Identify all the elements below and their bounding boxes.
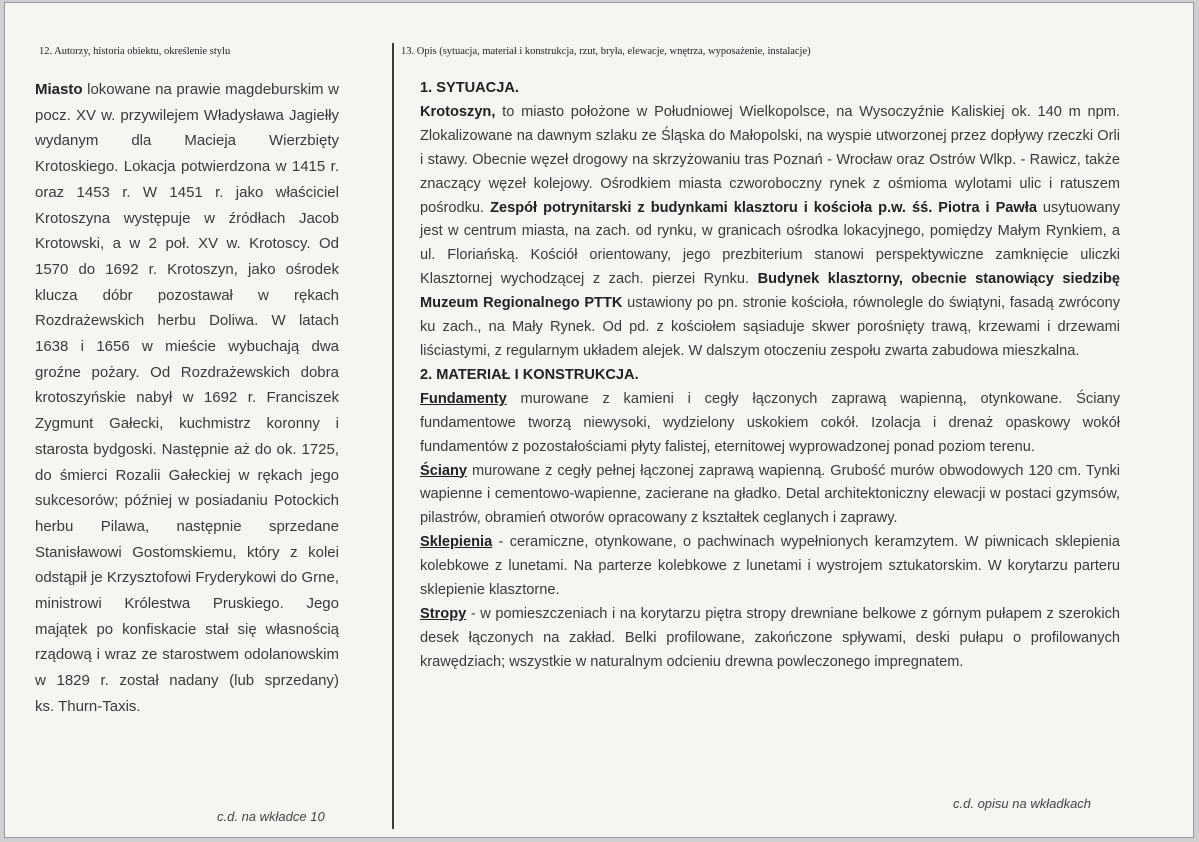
section-title-material: 2. MATERIAŁ I KONSTRUKCJA. bbox=[420, 366, 639, 383]
form-sheet bbox=[4, 2, 1194, 838]
column-divider bbox=[392, 43, 394, 829]
section-material bbox=[420, 364, 1120, 388]
label-vaults: Sklepienia bbox=[420, 534, 493, 551]
description-text bbox=[420, 77, 1120, 675]
paragraph-foundations: Fundamenty murowane z kamieni i cegły łączonych zaprawą wapienną, otynkowane. Ściany fundamentowe tworzą niewysoki, wydzielony uskokiem cokół. Izolacja i drenaż opaskowy wokół fundamentów z pozostałościami płyty falistej, eternitowej wyprowadzonej ponad poziom terenu. bbox=[420, 390, 1120, 455]
paragraph-walls: Ściany murowane z cegły pełnej łączonej zaprawą wapienną. Grubość murów obwodowych 120 cm. Tynki wapienne i cementowo-wapienne, zacierane na gładko. Detal architektoniczny elewacji w postaci gzymsów, pilastrów, obramień otworów opracowany z kształtek ceglanych i zaprawy. bbox=[420, 462, 1120, 527]
right-continuation-note: c.d. opisu na wkładkach bbox=[953, 796, 1092, 811]
left-continuation-note: c.d. na wkładce 10 bbox=[217, 809, 325, 824]
label-foundations: Fundamenty bbox=[420, 390, 507, 407]
paragraph-ceilings: Stropy - w pomieszczeniach i na korytarzu piętra stropy drewniane belkowe z górnym pułapem z szerokich desek łączonych na zakład. Belki profilowane, zakończone spływami, deski pułapu o profilowanych krawędziach; wszystkie w naturalnym odcieniu drewna powleczonego impregnatem. bbox=[420, 605, 1120, 670]
right-column-header: 13. Opis (sytuacja, materiał i konstrukcja, rzut, bryła, elewacje, wnętrza, wyposażenie, instalacje) bbox=[401, 46, 811, 57]
history-body: lokowane na prawie magdeburskim w pocz. XV w. przywilejem Władysława Jagiełły wydanym dla Macieja Wierzbięty Krotoskiego. Lokacja potwierdzona w 1415 r. oraz 1453 r. W 1451 r. jako właściciel Krotoszyna występuje w źródłach Jacob Krotowski, a w 2 poł. XV w. Krotoscy. Od 1570 do 1692 r. Krotoszyn, jako ośrodek klucza dóbr pozostawał w rękach Rozdrażewskich herbu Doliwa. W latach 1638 i 1656 w mieście wybuchają dwa groźne pożary. Od Rozdrażewskich dobra krotoszyńskie nabył w 1692 r. Franciszek Zygmunt Gałecki, kuchmistrz koronny i starosta bydgoski. Następnie aż do ok. 1725, do śmierci Rozalii Gałeckiej w rękach jego sukcesorów; później w posiadaniu Potockich herbu Pilawa, następnie sprzedane Stanisławowi Gostomskiemu, który z kolei odstąpił je Krzysztofowi Fryderykowi do Grne, ministrowi Królestwa Pruskiego. Jego majątek po konfiskacie stał się własnością rządową i wraz ze starostwem odolanowskim w 1829 r. został nadany (lub sprzedany) bbox=[35, 81, 339, 690]
complex-name: Zespół potrynitarski z budynkami klasztoru i kościoła p.w. śś. Piotra i Pawła bbox=[490, 199, 1037, 216]
history-text bbox=[35, 77, 339, 720]
section-situation: 1. SYTUACJA. Krotoszyn, to miasto położone w Południowej Wielkopolsce, na Wysoczyźnie Kaliskiej ok. 140 m npm. Zlokalizowane na dawnym szlaku ze Śląska do Małopolski, na wyspie utworzonej przez dopływy rzeczki Orli i stawy. Obecnie węzeł drogowy na skrzyżowaniu tras Poznań - Wrocław oraz Ostrów Wlkp. - Rawicz, także znaczący węzeł kolejowy. Ośrodkiem miasta czworoboczny rynek z ośmioma wylotami ulic i ratuszem pośrodku. Zespół potrynitarski z budynkami klasztoru i kościoła p.w. śś. Piotra i Pawła usytuowany jest w centrum miasta, na zach. od rynku, w granicach ośrodka lokacyjnego, pomiędzy Małym Rynkiem, a ul. Floriańską. Kościół orientowany, jego prezbiterium stanowi perspektywiczne zamknięcie uliczki Klasztornej wychodzącej z zach. pierzei Rynku. Budynek klasztorny, obecnie stanowiący siedzibę Muzeum Regionalnego PTTK ustawiony po pn. stronie kościoła, równolegle do świątyni, fasadą zwrócony ku zach., na Mały Rynek. Od pd. z kościołem sąsiaduje skwer porośnięty trawą, krzewami i drzewami liściastymi, z regularnym układem alejek. W dalszym otoczeniu zespołu zwarta zabudowa mieszkalna. bbox=[420, 80, 1120, 359]
city-name: Krotoszyn, bbox=[420, 103, 496, 120]
label-ceilings: Stropy bbox=[420, 605, 467, 622]
left-column-header: 12. Autorzy, historia obiektu, określenie stylu bbox=[39, 46, 231, 57]
history-last-line: ks. Thurn-Taxis. bbox=[35, 697, 141, 715]
monastery-building-name: Budynek klasztorny, obecnie stanowiący siedzibę Muzeum Regionalnego PTTK bbox=[420, 271, 1120, 312]
paragraph-vaults: Sklepienia - ceramiczne, otynkowane, o pachwinach wypełnionych keramzytem. W piwnicach sklepienia kolebkowe z lunetami. Na parterze kolebkowe z lunetami i wystrojem sztukatorskim. W korytarzu parteru sklepienie klasztorne. bbox=[420, 534, 1120, 599]
history-first-word: Miasto bbox=[35, 81, 83, 98]
section-title-situation: 1. SYTUACJA. bbox=[420, 80, 519, 96]
label-walls: Ściany bbox=[420, 462, 468, 479]
